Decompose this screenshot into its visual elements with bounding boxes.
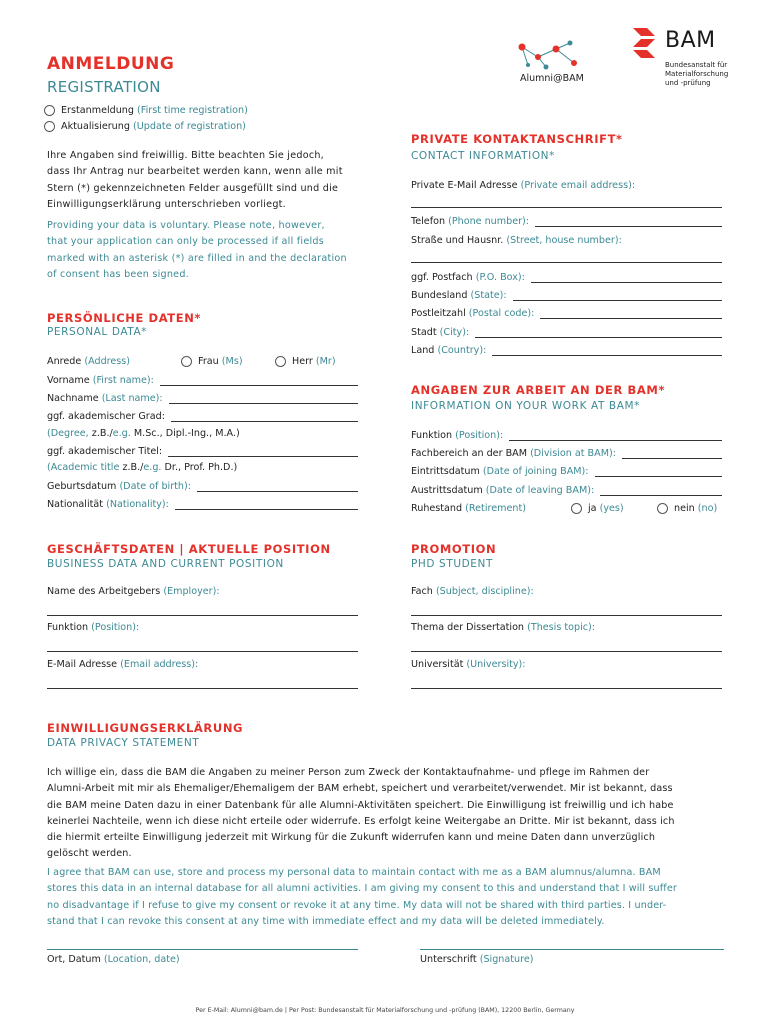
firstname-field[interactable]: Vorname (First name): xyxy=(47,375,358,386)
bam-logo-sub1: Bundesanstalt für xyxy=(665,61,728,69)
personal-heading: PERSÖNLICHE DATEN* xyxy=(47,311,202,325)
employer-field[interactable] xyxy=(47,615,358,616)
promotion-heading: PROMOTION xyxy=(411,542,497,556)
university-label: Universität (University): xyxy=(411,659,526,670)
radio-retirement-yes[interactable]: ja (yes) xyxy=(571,503,624,514)
radio-retirement-no[interactable]: nein (no) xyxy=(657,503,717,514)
radio-circle[interactable] xyxy=(275,356,286,367)
pobox-field[interactable]: ggf. Postfach (P.O. Box): xyxy=(411,272,722,283)
grade-field[interactable]: ggf. akademischer Grad: xyxy=(47,411,358,422)
retirement-label: Ruhestand (Retirement) xyxy=(411,503,526,514)
consent-text-en: I agree that BAM can use, store and process my personal data to maintain contact with me as a BAM alumnus/alumna. BAM stores this data in an internal database for all alumni activities. I am giving my consent to this and understand that I will suffer no disadvantage if I refuse to give my consent or revoke it at any time. My data will not be shared with third parties. I under- stand that I can revoke this consent at any time with immediate effect and my data will be deleted immediately. xyxy=(47,867,677,927)
city-field[interactable]: Stadt (City): xyxy=(411,327,722,338)
subject-label: Fach (Subject, discipline): xyxy=(411,586,534,597)
radio-circle[interactable] xyxy=(44,121,55,132)
intro-de: Ihre Angaben sind freiwillig. Bitte beachten Sie jedoch, dass Ihr Antrag nur bearbeitet werden kann, wenn alle mit Stern (*) gekennzeichneten Felder ausgefüllt sind und die Einwilligungserklärung unterschrieben vorliegt. xyxy=(47,150,343,210)
street-label: Straße und Hausnr. (Street, house number): xyxy=(411,235,622,246)
bam-logo-sub3: und -prüfung xyxy=(665,79,711,87)
title-field[interactable]: ggf. akademischer Titel: xyxy=(47,446,358,457)
page-subtitle: REGISTRATION xyxy=(47,78,161,96)
consent-text-de: Ich willige ein, dass die BAM die Angaben zu meiner Person zum Zweck der Kontaktaufnahme- und pflege im Rahmen der Alumni-Arbeit mit mir als Ehemaliger/Ehemaligem der BAM erhebt, speichert und verarbeitet/verwendet. Mir ist bekannt, dass die BAM meine Daten dazu in einer Datenbank für alle Alumni-Aktivitäten speichert. Die Einwilligung ist freiwillig und ich habe keinerlei Nachteile, wenn ich diese nicht erteile oder widerrufe. Es erfolgt keine Weitergabe an Dritte. Mir ist bekannt, dass ich die hiermit erteilte Einwilligung jederzeit mit Wirkung für die Zukunft widerrufen kann und meine Daten dann unverzüglich gelöscht werden. xyxy=(47,767,675,860)
private-email-field[interactable] xyxy=(411,207,722,208)
contact-heading: PRIVATE KONTAKTANSCHRIFT* xyxy=(411,132,623,146)
bam-logo-sub2: Materialforschung xyxy=(665,70,729,78)
thesis-field[interactable] xyxy=(411,651,722,652)
radio-first-registration[interactable] xyxy=(44,105,248,116)
footer-contact: Per E-Mail: Alumni@bam.de | Per Post: Bundesanstalt für Materialforschung und -prüfung (BAM), 12200 Berlin, Germany xyxy=(195,1007,575,1014)
first-registration-en: (First time registration) xyxy=(137,105,248,116)
page-title: ANMELDUNG xyxy=(47,54,175,74)
radio-frau[interactable]: Frau (Ms) xyxy=(181,356,243,367)
business-email-field[interactable] xyxy=(47,688,358,689)
alumni-logo-text: Alumni@BAM xyxy=(520,73,584,84)
radio-update-registration[interactable] xyxy=(44,121,246,132)
radio-circle[interactable] xyxy=(181,356,192,367)
work-heading: ANGABEN ZUR ARBEIT AN DER BAM* xyxy=(411,383,666,397)
thesis-label: Thema der Dissertation (Thesis topic): xyxy=(411,622,596,633)
business-function-label: Funktion (Position): xyxy=(47,622,140,633)
leaving-field[interactable]: Austrittsdatum (Date of leaving BAM): xyxy=(411,485,722,496)
title-hint: (Academic title z.B./ e.g. Dr., Prof. Ph.D.) xyxy=(47,462,238,473)
signature-field[interactable] xyxy=(420,949,724,950)
employer-label: Name des Arbeitgebers (Employer): xyxy=(47,586,220,597)
business-email-label: E-Mail Adresse (Email address): xyxy=(47,659,199,670)
alumni-bam-logo xyxy=(512,35,592,87)
intro-en: Providing your data is voluntary. Please note, however, that your application can only be processed if all fields marked with an asterisk (*) are filled in and the declaration of consent has been signed. xyxy=(47,220,347,280)
grade-hint: (Degree, z.B./ e.g. M.Sc., Dipl.-Ing., M.A.) xyxy=(47,428,240,439)
street-field[interactable] xyxy=(411,262,722,263)
joining-field[interactable]: Eintrittsdatum (Date of joining BAM): xyxy=(411,466,722,477)
update-registration-en: (Update of registration) xyxy=(133,121,246,132)
signature-label: Unterschrift (Signature) xyxy=(420,954,534,965)
first-registration-label: Erstanmeldung xyxy=(61,105,134,116)
country-field[interactable]: Land (Country): xyxy=(411,345,722,356)
radio-herr[interactable]: Herr (Mr) xyxy=(275,356,336,367)
contact-subheading: CONTACT INFORMATION* xyxy=(411,150,555,162)
promotion-subheading: PHD STUDENT xyxy=(411,558,494,570)
consent-heading: EINWILLIGUNGSERKLÄRUNG xyxy=(47,721,244,735)
division-field[interactable]: Fachbereich an der BAM (Division at BAM): xyxy=(411,448,722,459)
business-heading: GESCHÄFTSDATEN | AKTUELLE POSITION xyxy=(47,542,331,556)
private-email-label: Private E-Mail Adresse (Private email address): xyxy=(411,180,636,191)
bam-logo-text: BAM xyxy=(665,28,716,53)
business-function-field[interactable] xyxy=(47,651,358,652)
consent-subheading: DATA PRIVACY STATEMENT xyxy=(47,737,200,749)
place-date-label: Ort, Datum (Location, date) xyxy=(47,954,180,965)
place-date-field[interactable] xyxy=(47,949,358,950)
bam-logo xyxy=(633,28,733,92)
work-subheading: INFORMATION ON YOUR WORK AT BAM* xyxy=(411,400,641,412)
radio-circle[interactable] xyxy=(657,503,668,514)
zip-field[interactable]: Postleitzahl (Postal code): xyxy=(411,308,722,319)
personal-subheading: PERSONAL DATA* xyxy=(47,326,148,338)
bam-mark-icon xyxy=(633,28,655,58)
business-subheading: BUSINESS DATA AND CURRENT POSITION xyxy=(47,558,284,570)
nationality-field[interactable]: Nationalität (Nationality): xyxy=(47,499,358,510)
radio-circle[interactable] xyxy=(44,105,55,116)
lastname-field[interactable]: Nachname (Last name): xyxy=(47,393,358,404)
radio-circle[interactable] xyxy=(571,503,582,514)
birth-field[interactable]: Geburtsdatum (Date of birth): xyxy=(47,481,358,492)
update-registration-label: Aktualisierung xyxy=(61,121,130,132)
subject-field[interactable] xyxy=(411,615,722,616)
state-field[interactable]: Bundesland (State): xyxy=(411,290,722,301)
phone-field[interactable]: Telefon (Phone number): xyxy=(411,216,722,227)
university-field[interactable] xyxy=(411,688,722,689)
address-row: Anrede (Address) xyxy=(47,356,131,367)
work-function-field[interactable]: Funktion (Position): xyxy=(411,430,722,441)
